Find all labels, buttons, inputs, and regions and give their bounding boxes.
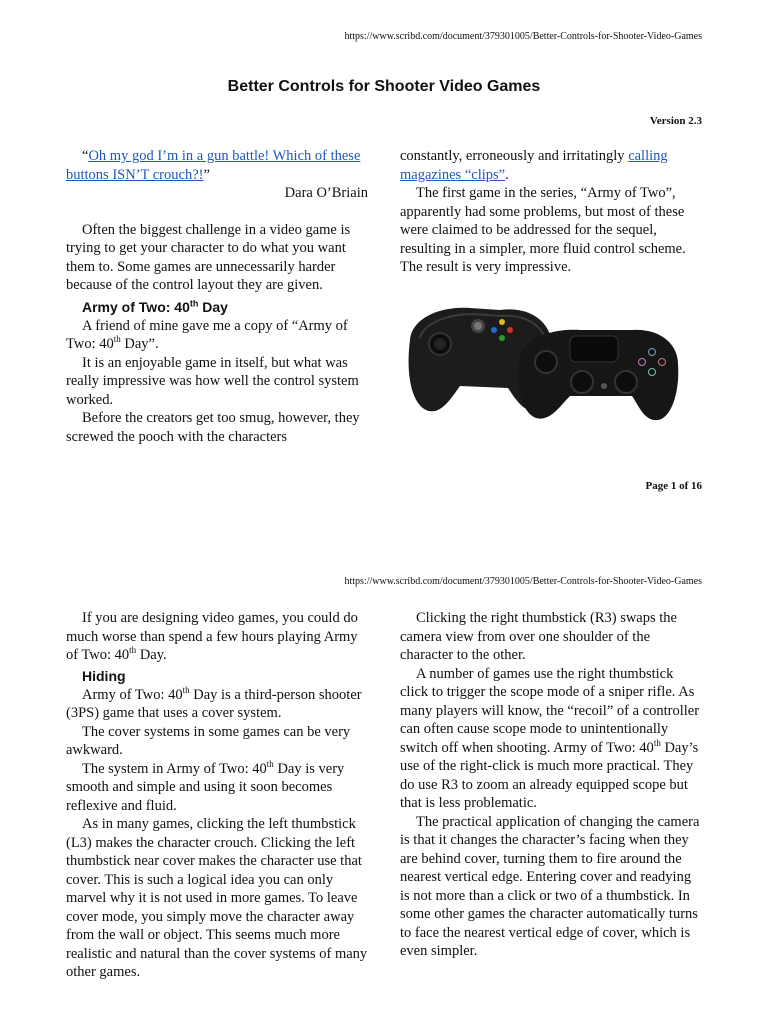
paragraph: Army of Two: 40th Day is a third-person shooter (3PS) game that uses a cover system. <box>66 684 362 721</box>
page1-url: https://www.scribd.com/document/379301005/Better-Controls-for-Shooter-Video-Games <box>344 31 702 42</box>
quote-link[interactable]: Oh my god I’m in a gun battle! Which of these buttons ISN’T crouch?! <box>66 148 361 183</box>
ps4-controller-icon <box>519 330 679 420</box>
paragraph: Before the creators get too smug, however, they screwed the pooch with the characters <box>66 410 360 445</box>
page2-left-column <box>66 609 368 982</box>
document-title: Better Controls for Shooter Video Games <box>227 78 541 95</box>
section-heading: Army of Two: 40th Day <box>82 297 228 315</box>
quote-author: Dara O’Briain <box>284 185 368 201</box>
paragraph: The system in Army of Two: 40th Day is very smooth and simple and using it soon becomes reflexive and fluid. <box>66 758 345 814</box>
paragraph: constantly, erroneously and irritatingly calling magazines “clips”. <box>400 148 668 183</box>
paragraph: If you are designing video games, you could do much worse than spend a few hours playing Army of Two: 40th Day. <box>66 610 358 663</box>
paragraph: It is an enjoyable game in itself, but what was really impressive was how well the control system worked. <box>66 354 359 408</box>
paragraph: A number of games use the right thumbstick click to trigger the scope mode of a sniper rifle. As many players will know, the “recoil” of a controller can often cause scope mode to unintentionally switch off when shooting. Army of Two: 40th Day’s use of the right-click is much more practical. They do use R3 to zoom an already equipped scope but that is less problematic. <box>400 665 700 811</box>
page-number: Page 1 of 16 <box>645 480 702 492</box>
clips-link[interactable]: calling magazines “clips” <box>400 148 668 183</box>
intro-paragraph: Often the biggest challenge in a video game is trying to get your character to do what you want them to. Some games are unnecessarily harder because of the control layout they are given. <box>66 221 351 293</box>
page1-left-column <box>66 147 368 446</box>
paragraph: The practical application of changing the camera is that it changes the character’s facing when they are behind cover, turning them to fire around the nearest vertical edge. Entering cover and readying is not more than a click or two of a thumbstick. In some other games the character automatically turns to face the nearest vertical edge of cover, which is even simpler. <box>400 813 700 959</box>
paragraph: The first game in the series, “Army of Two”, apparently had some problems, but most of these were claimed to be addressed for the sequel, resulting in a simpler, more fluid control scheme. The result is very impressive. <box>400 185 686 275</box>
page2-url: https://www.scribd.com/document/379301005/Better-Controls-for-Shooter-Video-Games <box>344 576 702 587</box>
quote: “Oh my god I’m in a gun battle! Which of these buttons ISN’T crouch?!” <box>66 148 361 183</box>
section-heading: Hiding <box>82 667 126 684</box>
game-controllers-image <box>400 300 682 425</box>
paragraph: The cover systems in some games can be very awkward. <box>66 723 351 758</box>
paragraph: Clicking the right thumbstick (R3) swaps the camera view from over one shoulder of the character to the other. <box>400 610 677 663</box>
version-label: Version 2.3 <box>649 115 702 127</box>
page2-right-column <box>400 609 702 961</box>
page1-right-column <box>400 147 702 277</box>
paragraph: A friend of mine gave me a copy of “Army of Two: 40th Day”. <box>66 317 348 352</box>
paragraph: As in many games, clicking the left thumbstick (L3) makes the character crouch. Clicking the left thumbstick near cover makes the character use that cover. This is such a logical idea you can only marvel why it is not used in more games. To leave cover mode, you simply move the character away from the wall or object. This seems much more realistic and natural than the cover systems of many other games. <box>66 816 368 980</box>
